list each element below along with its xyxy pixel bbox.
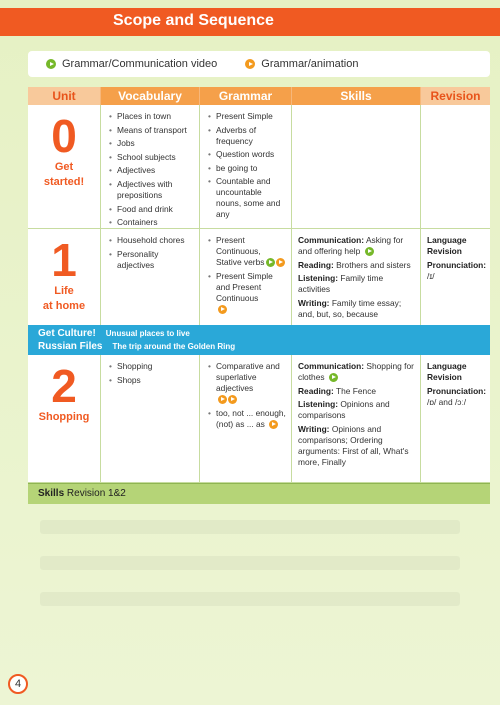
list-item xyxy=(208,271,287,315)
culture-line xyxy=(38,341,235,352)
skills-cell xyxy=(292,105,421,228)
page-title: Scope and Sequence xyxy=(113,12,274,29)
vocabulary-cell xyxy=(101,355,200,482)
unit-name: at home xyxy=(42,300,86,312)
skills-value: Brothers and sisters xyxy=(336,259,411,270)
skills-listening xyxy=(298,399,415,421)
list-item: • Food and drink xyxy=(109,204,195,215)
legend-animation xyxy=(245,58,358,70)
list-item: • Shopping xyxy=(109,361,195,372)
list-item: • Adjectives with prepositions xyxy=(109,179,195,201)
list-item: • Jobs xyxy=(109,138,195,149)
footer-skills-label: Skills xyxy=(38,488,65,499)
unit-name: Shopping xyxy=(38,411,90,423)
unit-number: 0 xyxy=(51,110,77,162)
revision-pronunciation-label: Pronunciation: xyxy=(427,260,487,270)
column-header-unit: Unit xyxy=(28,87,100,105)
list-item: • Adjectives xyxy=(109,165,195,176)
grammar-cell xyxy=(200,105,292,228)
culture-band xyxy=(28,325,490,355)
revision-cell xyxy=(421,355,490,482)
legend-video-label: Grammar/Communication video xyxy=(62,58,218,70)
unit-cell xyxy=(28,229,101,325)
culture-subtitle: Unusual places to live xyxy=(105,329,190,338)
video-play-icon[interactable] xyxy=(329,373,338,382)
skills-writing xyxy=(298,424,415,468)
unit-number: 1 xyxy=(51,234,77,286)
revision-pronunciation: /ɪ/ xyxy=(427,271,435,281)
animation-play-icon[interactable] xyxy=(269,420,278,429)
faded-text-line xyxy=(40,520,460,534)
skills-listening xyxy=(298,273,415,295)
list-item: • Containers xyxy=(109,217,195,228)
media-icons xyxy=(218,395,238,404)
table-row-unit-1 xyxy=(28,229,490,326)
legend-video xyxy=(46,58,217,70)
table-header xyxy=(28,87,490,105)
skills-label: Reading: xyxy=(298,385,334,396)
skills-value: Asking for and offering help xyxy=(298,235,404,256)
revision-pronunciation-label: Pronunciation: xyxy=(427,386,487,396)
unit-name: Get xyxy=(54,161,74,173)
video-play-icon[interactable] xyxy=(266,258,275,267)
grammar-cell xyxy=(200,229,292,325)
list-item: • Question words xyxy=(208,149,287,160)
list-item: • be going to xyxy=(208,163,287,174)
list-item: • Shops xyxy=(109,375,195,386)
media-icons xyxy=(266,258,286,267)
culture-subtitle: The trip around the Golden Ring xyxy=(112,342,236,351)
skills-label: Reading: xyxy=(298,259,334,270)
skills-reading xyxy=(298,260,415,271)
grammar-text: Present Simple and Present Continuous xyxy=(216,270,273,303)
grammar-cell xyxy=(200,355,292,482)
media-icons xyxy=(218,305,228,314)
list-item xyxy=(208,408,287,430)
vocabulary-cell xyxy=(101,229,200,325)
skills-label: Writing: xyxy=(298,423,330,434)
skills-reading xyxy=(298,386,415,397)
skills-label: Listening: xyxy=(298,273,339,283)
revision-pronunciation: /ɒ/ and /ɔː/ xyxy=(427,397,467,407)
list-item: • Means of transport xyxy=(109,125,195,136)
culture-line xyxy=(38,328,190,339)
skills-cell xyxy=(292,229,421,325)
skills-revision-bar xyxy=(28,483,490,504)
skills-writing xyxy=(298,298,415,320)
unit-name: started! xyxy=(43,176,85,188)
animation-play-icon[interactable] xyxy=(228,395,237,404)
revision-cell xyxy=(421,105,490,228)
column-header-grammar: Grammar xyxy=(200,87,291,105)
grammar-text: Present Continuous, Stative verbs xyxy=(216,235,265,267)
unit-cell xyxy=(28,105,101,228)
unit-number: 2 xyxy=(51,360,77,412)
unit-name: Life xyxy=(54,285,74,297)
skills-cell xyxy=(292,355,421,482)
table-row-unit-2 xyxy=(28,355,490,483)
revision-language: Language Revision xyxy=(427,235,467,256)
revision-language: Language Revision xyxy=(427,361,467,382)
column-header-vocabulary: Vocabulary xyxy=(101,87,199,105)
animation-play-icon xyxy=(245,59,255,69)
skills-communication xyxy=(298,361,415,383)
video-play-icon xyxy=(46,59,56,69)
media-icons xyxy=(329,373,339,382)
skills-value: Opinions and comparisons; Ordering arguments: First of all, What's more, Finally xyxy=(298,423,409,467)
legend xyxy=(28,51,490,77)
skills-label: Writing: xyxy=(298,297,330,308)
table-row-unit-0 xyxy=(28,105,490,229)
media-icons xyxy=(365,247,375,256)
grammar-text: too, not ... enough, (not) as ... as xyxy=(216,407,286,429)
list-item: • Household chores xyxy=(109,235,195,246)
skills-label: Communication: xyxy=(298,361,365,371)
list-item: • Adverbs of frequency xyxy=(208,125,287,147)
skills-communication xyxy=(298,235,415,257)
list-item: • Places in town xyxy=(109,111,195,122)
media-icons xyxy=(269,420,279,429)
unit-cell xyxy=(28,355,101,482)
list-item xyxy=(208,361,287,405)
legend-animation-label: Grammar/animation xyxy=(261,58,359,70)
vocabulary-cell xyxy=(101,105,200,228)
skills-value: Family time essay; and, but, so, because xyxy=(298,297,402,319)
animation-play-icon[interactable] xyxy=(218,395,227,404)
revision-cell xyxy=(421,229,490,325)
skills-value: Opinions and comparisons xyxy=(298,399,390,420)
culture-title: Get Culture! xyxy=(38,328,96,339)
list-item: • School subjects xyxy=(109,152,195,163)
list-item: • Countable and uncountable nouns, some and any xyxy=(208,176,287,220)
skills-label: Communication: xyxy=(298,235,365,245)
skills-label: Listening: xyxy=(298,399,339,409)
culture-title: Russian Files xyxy=(38,341,103,352)
skills-value: Family time activities xyxy=(298,273,384,294)
skills-value: Shopping for clothes xyxy=(298,361,414,382)
column-header-skills: Skills xyxy=(292,87,420,105)
footer-revision: Revision 1&2 xyxy=(66,488,126,499)
skills-value: The Fence xyxy=(336,385,377,396)
video-play-icon[interactable] xyxy=(365,247,374,256)
animation-play-icon[interactable] xyxy=(218,305,227,314)
grammar-text: Comparative and superlative adjectives xyxy=(216,361,280,393)
list-item xyxy=(208,235,287,268)
list-item: • Personality adjectives xyxy=(109,249,195,271)
faded-text-line xyxy=(40,556,460,570)
scope-table xyxy=(28,87,490,507)
faded-text-line xyxy=(40,592,460,606)
page-number: 4 xyxy=(8,674,28,694)
list-item: • Present Simple xyxy=(208,111,287,122)
animation-play-icon[interactable] xyxy=(276,258,285,267)
column-header-revision: Revision xyxy=(421,87,490,105)
